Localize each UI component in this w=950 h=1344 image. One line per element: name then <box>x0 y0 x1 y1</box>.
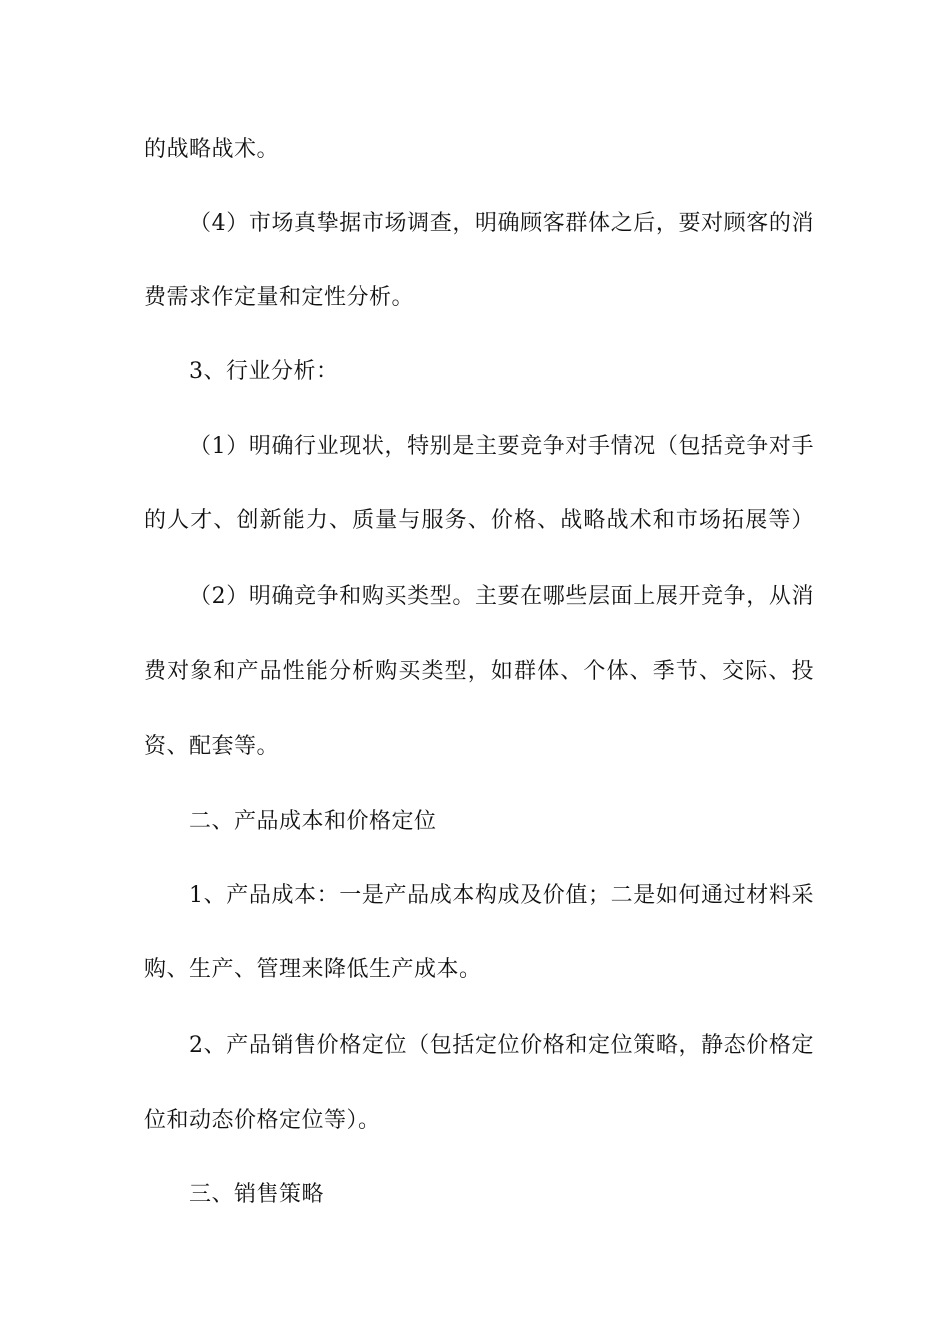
section-heading: 3、行业分析： <box>189 359 339 384</box>
paragraph-line: 费需求作定量和定性分析。 <box>144 285 415 310</box>
paragraph-line: （2）明确竞争和购买类型。主要在哪些层面上展开竞争，从消 <box>189 584 814 609</box>
section-heading: 三、销售策略 <box>189 1182 325 1207</box>
paragraph-line: 费对象和产品性能分析购买类型，如群体、个体、季节、交际、投 <box>144 659 814 684</box>
paragraph-line: （1）明确行业现状，特别是主要竞争对手情况（包括竞争对手 <box>189 434 814 459</box>
paragraph-line: 的战略战术。 <box>144 137 280 162</box>
paragraph-line: （4）市场真挚据市场调查，明确顾客群体之后，要对顾客的消 <box>189 211 814 236</box>
paragraph-line: 购、生产、管理来降低生产成本。 <box>144 957 482 982</box>
paragraph-line: 2、产品销售价格定位（包括定位价格和定位策略，静态价格定 <box>189 1033 814 1058</box>
section-heading: 二、产品成本和价格定位 <box>189 809 437 834</box>
paragraph-line: 的人才、创新能力、质量与服务、价格、战略战术和市场拓展等） <box>144 508 814 533</box>
paragraph-line: 位和动态价格定位等）。 <box>144 1108 381 1133</box>
paragraph-line: 资、配套等。 <box>144 734 280 759</box>
paragraph-line: 1、产品成本：一是产品成本构成及价值；二是如何通过材料采 <box>189 883 814 908</box>
